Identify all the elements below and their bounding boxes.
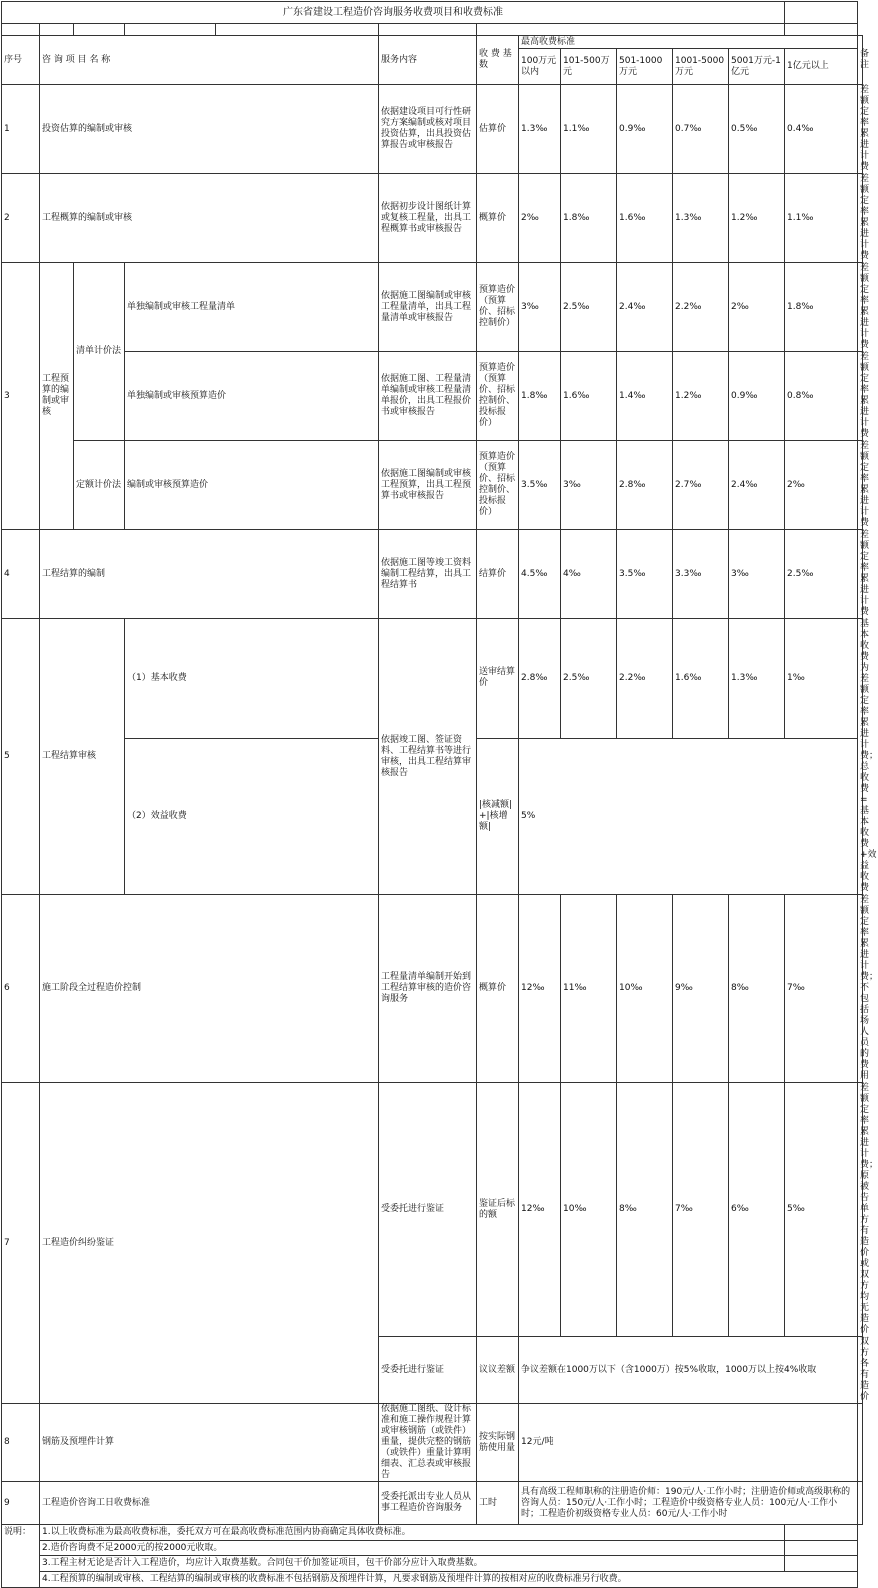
row-name: 编制或审核预算造价 [125, 441, 379, 530]
row-no: 7 [2, 1083, 40, 1404]
row-base: 送审结算价 [477, 619, 519, 739]
row-base: 鉴证后标的额 [477, 1083, 519, 1337]
rate-cell: 3.5‰ [617, 530, 673, 619]
row-base: 工时 [477, 1482, 519, 1525]
rate-cell: 11‰ [561, 895, 617, 1083]
table-title: 广东省建设工程造价咨询服务收费项目和收费标准 [2, 2, 785, 24]
row-remark: 差额定率累进计费；不包括场人员的费用 [858, 895, 863, 1083]
rate-cell: 12‰ [519, 1083, 561, 1337]
table-row [2, 263, 863, 352]
rate-cell: 0.7‰ [673, 85, 729, 174]
rate-cell: 2‰ [785, 441, 858, 530]
row-no: 5 [2, 619, 40, 895]
rate-cell: 5‰ [785, 1083, 858, 1337]
header-max-rate: 最高收费标准 [519, 36, 858, 49]
note-row [2, 1541, 863, 1556]
rate-cell: 7‰ [785, 895, 858, 1083]
rate-cell: 4.5‰ [519, 530, 561, 619]
band-5: 5001万元-1亿元 [729, 49, 785, 85]
row-remark: 差额定率累进计费 [858, 530, 863, 619]
table-row [2, 1404, 863, 1482]
row-remark: 双方各有造价 [858, 1337, 863, 1404]
rate-cell: 9‰ [673, 895, 729, 1083]
note-row [2, 1556, 863, 1572]
note-row [2, 1525, 863, 1541]
note-item: 2.造价咨询费不足2000元的按2000元收取。 [40, 1541, 785, 1556]
row-base: 概算价 [477, 895, 519, 1083]
table-row [2, 174, 863, 263]
rate-cell: 1.6‰ [673, 619, 729, 739]
rate-cell: 1‰ [785, 619, 858, 739]
rate-cell: 2.7‰ [673, 441, 729, 530]
rate-cell: 8‰ [617, 1083, 673, 1337]
row-name: 工程造价纠纷鉴证 [40, 1083, 379, 1404]
rate-cell: 0.5‰ [729, 85, 785, 174]
row-no: 4 [2, 530, 40, 619]
rate-cell: 12‰ [519, 895, 561, 1083]
rate-cell: 2.5‰ [561, 619, 617, 739]
title-right-cell [785, 2, 858, 24]
rate-cell: 0.4‰ [785, 85, 858, 174]
rate-cell: 2.4‰ [729, 441, 785, 530]
rate-cell: 3‰ [561, 441, 617, 530]
row-name: 钢筋及预埋件计算 [40, 1404, 379, 1482]
rate-cell: 2.2‰ [617, 619, 673, 739]
table-row [2, 530, 863, 619]
row-name: 工程结算的编制 [40, 530, 379, 619]
rate-cell: 1.8‰ [519, 352, 561, 441]
row-content: 工程量清单编制开始到工程结算审核的造价咨询服务 [379, 895, 477, 1083]
rate-cell: 1.2‰ [729, 174, 785, 263]
rate-cell: 2.4‰ [617, 263, 673, 352]
row-base: 按实际钢筋使用量 [477, 1404, 519, 1482]
rate-cell: 2.8‰ [617, 441, 673, 530]
row-content: 依据竣工图、签证资料、工程结算书等进行审核，出具工程结算审核报告 [379, 619, 477, 895]
row-remark: 基本收费为差额定率累进计费；总收费=基本收费+效益收费 [858, 619, 863, 895]
rate-cell: 6‰ [729, 1083, 785, 1337]
band-4: 1001-5000万元 [673, 49, 729, 85]
rate-cell: 4‰ [561, 530, 617, 619]
title-row [2, 2, 863, 24]
row-content: 受委托进行鉴证 [379, 1337, 477, 1404]
rate-cell: 10‰ [617, 895, 673, 1083]
rate-cell: 2.8‰ [519, 619, 561, 739]
row-no: 6 [2, 895, 40, 1083]
row-base: 预算造价（预算价、招标控制价、投标报价） [477, 352, 519, 441]
rate-cell: 8‰ [729, 895, 785, 1083]
rate-cell: 3.5‰ [519, 441, 561, 530]
row-name: 工程造价咨询工日收费标准 [40, 1482, 379, 1525]
note-row [2, 1572, 863, 1588]
fee-standard-sheet [0, 1, 878, 1584]
row-name: 投资估算的编制或审核 [40, 85, 379, 174]
rate-cell: 0.8‰ [785, 352, 858, 441]
row-no: 1 [2, 85, 40, 174]
band-2: 101-500万元 [561, 49, 617, 85]
row-base: |核减额|+|核增额| [477, 738, 519, 894]
rate-cell: 1.8‰ [785, 263, 858, 352]
note-item: 4.工程预算的编制或审核、工程结算的编制或审核的收费标准不包括钢筋及预埋件计算，凡要求钢筋及预埋件计算的按相对应的收费标准另行收费。 [40, 1572, 858, 1588]
row-sub-method: 定额计价法 [74, 441, 125, 530]
rate-cell: 2‰ [729, 263, 785, 352]
row-base: 估算价 [477, 85, 519, 174]
rate-cell: 1.8‰ [561, 174, 617, 263]
row-remark: 差额定率累进计费 [858, 352, 863, 441]
rate-cell: 7‰ [673, 1083, 729, 1337]
table-row [2, 441, 863, 530]
rate-cell: 3‰ [729, 530, 785, 619]
row-base: 预算造价（预算价、招标控制价） [477, 263, 519, 352]
rate-cell: 1.1‰ [561, 85, 617, 174]
rate-text: 具有高级工程师职称的注册造价师：190元/人·工作小时；注册造价师或高级职称的咨询人员：150元/人·工作小时；工程造价中级资格专业人员：100元/人·工作小时；工程造价初级资格专业人员：60元/人·工作小时 [519, 1482, 858, 1525]
row-no: 3 [2, 263, 40, 530]
table-row [2, 352, 863, 441]
row-base: 议议差额 [477, 1337, 519, 1404]
spacer-row [2, 24, 863, 36]
rate-cell: 1.6‰ [617, 174, 673, 263]
band-3: 501-1000万元 [617, 49, 673, 85]
table-row [2, 619, 863, 739]
table-row [2, 1482, 863, 1525]
header-remark: 备注 [858, 36, 863, 85]
row-no: 9 [2, 1482, 40, 1525]
row-no: 8 [2, 1404, 40, 1482]
rate-cell: 1.2‰ [673, 352, 729, 441]
header-content: 服务内容 [379, 36, 477, 85]
rate-cell: 0.9‰ [729, 352, 785, 441]
header-base: 收 费 基 数 [477, 36, 519, 85]
rate-cell: 2.5‰ [561, 263, 617, 352]
row-name: 单独编制或审核工程量清单 [125, 263, 379, 352]
rate-cell: 3.3‰ [673, 530, 729, 619]
rate-cell: 1.3‰ [673, 174, 729, 263]
rate-cell: 1.4‰ [617, 352, 673, 441]
row-sub-basic: （1）基本收费 [125, 619, 379, 739]
rate-cell: 10‰ [561, 1083, 617, 1337]
rate-cell: 3‰ [519, 263, 561, 352]
row-remark: 差额定率累进计费 [858, 263, 863, 352]
row-remark: 差额定率累进计费；原被告单方有造价或双方均无造价 [858, 1083, 863, 1337]
row-content: 依据施工图等竣工资料编制工程结算，出具工程结算书 [379, 530, 477, 619]
row-group: 工程预算的编制或审核 [40, 263, 74, 530]
row-name: 工程概算的编制或审核 [40, 174, 379, 263]
row-name: 工程结算审核 [40, 619, 125, 895]
band-1: 100万元以内 [519, 49, 561, 85]
rate-text: 12元/吨 [519, 1404, 858, 1482]
rate-cell: 1.6‰ [561, 352, 617, 441]
rate-cell: 0.9‰ [617, 85, 673, 174]
row-content: 依据初步设计图纸计算或复核工程量，出具工程概算书或审核报告 [379, 174, 477, 263]
row-content: 受委托派出专业人员从事工程造价咨询服务 [379, 1482, 477, 1525]
rate-cell: 5% [519, 738, 858, 894]
table-row [2, 85, 863, 174]
row-remark: 差额定率累进计费 [858, 441, 863, 530]
row-content: 依据建设项目可行性研究方案编制或核对项目投资估算，出具投资估算报告或审核报告 [379, 85, 477, 174]
row-sub-benefit: （2）效益收费 [125, 738, 379, 894]
row-base: 概算价 [477, 174, 519, 263]
notes-label: 说明： [2, 1525, 40, 1588]
rate-cell: 1.3‰ [519, 85, 561, 174]
row-content: 受委托进行鉴证 [379, 1083, 477, 1337]
header-item: 咨 询 项 目 名 称 [40, 36, 379, 85]
band-6: 1亿元以上 [785, 49, 858, 85]
header-seq: 序号 [2, 36, 40, 85]
rate-cell: 1.3‰ [729, 619, 785, 739]
row-content: 依据施工图、工程量清单编制或审核工程量清单报价，出具工程报价书或审核报告 [379, 352, 477, 441]
row-content: 依据施工图纸、设计标准和施工操作规程计算或审核钢筋（或铁件）重量，提供完整的钢筋（或铁件）重量计算明细表、汇总表或审核报告 [379, 1404, 477, 1482]
row-name: 单独编制或审核预算造价 [125, 352, 379, 441]
header-row-1 [2, 36, 863, 49]
row-content: 依据施工图编制或审核工程量清单，出具工程量清单或审核报告 [379, 263, 477, 352]
rate-cell: 2‰ [519, 174, 561, 263]
rate-text: 争议差额在1000万以下（含1000万）按5%收取，1000万以上按4%收取 [519, 1337, 858, 1404]
table-row [2, 895, 863, 1083]
row-remark: 差额定率累进计费 [858, 174, 863, 263]
note-item: 1.以上收费标准为最高收费标准，委托双方可在最高收费标准范围内协商确定具体收费标准。 [40, 1525, 785, 1541]
note-item: 3.工程主材无论是否计入工程造价，均应计入取费基数。合同包干价加签证项目，包干价部分应计入取费基数。 [40, 1556, 785, 1572]
rate-cell: 1.1‰ [785, 174, 858, 263]
row-content: 依据施工图编制或审核工程预算，出具工程预算书或审核报告 [379, 441, 477, 530]
row-no: 2 [2, 174, 40, 263]
fee-table [1, 1, 878, 1588]
row-remark: 差额定率累进计费 [858, 85, 863, 174]
row-base: 预算造价（预算价、招标控制价、投标报价） [477, 441, 519, 530]
rate-cell: 2.2‰ [673, 263, 729, 352]
row-base: 结算价 [477, 530, 519, 619]
row-name: 施工阶段全过程造价控制 [40, 895, 379, 1083]
row-sub-method: 清单计价法 [74, 263, 125, 441]
rate-cell: 2.5‰ [785, 530, 858, 619]
table-row [2, 1083, 863, 1337]
